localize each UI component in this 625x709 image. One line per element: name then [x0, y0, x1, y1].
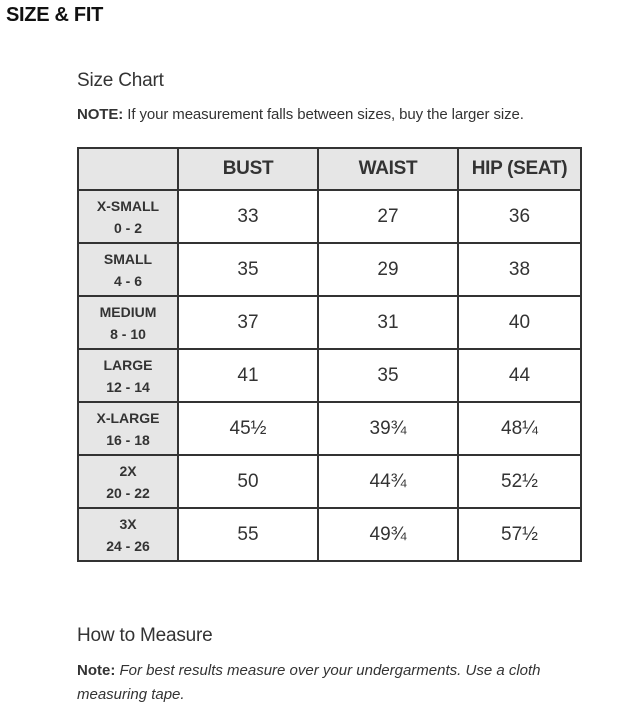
size-range: 16 - 18 [106, 431, 150, 448]
waist-value: 29 [318, 243, 458, 296]
size-label-cell [78, 508, 178, 561]
table-row [78, 402, 581, 455]
size-chart-title: Size Chart [77, 70, 164, 91]
how-to-measure-note-label: Note: [77, 662, 116, 679]
size-range: 8 - 10 [110, 325, 146, 342]
table-row [78, 190, 581, 243]
size-label-cell [78, 402, 178, 455]
size-chart-note-label: NOTE: [77, 106, 124, 123]
size-label-cell [78, 190, 178, 243]
size-range: 0 - 2 [113, 219, 142, 236]
header-size-cell [78, 148, 178, 190]
table-header-row [78, 148, 581, 190]
size-name: 3X [119, 515, 137, 532]
how-to-measure-note-text: For best results measure over your undergarments. Use a cloth measuring tape. [77, 662, 541, 703]
size-range: 4 - 6 [113, 272, 142, 289]
table-row [78, 296, 581, 349]
size-name: LARGE [103, 356, 153, 373]
waist-value: 31 [318, 296, 458, 349]
size-label-cell [78, 296, 178, 349]
header-waist: WAIST [318, 148, 458, 190]
waist-value: 49¾ [318, 508, 458, 561]
bust-value: 41 [178, 349, 318, 402]
bust-value: 37 [178, 296, 318, 349]
table-row [78, 243, 581, 296]
header-hip: HIP (SEAT) [458, 148, 581, 190]
bust-value: 50 [178, 455, 318, 508]
hip-value: 44 [458, 349, 581, 402]
hip-value: 48¼ [458, 402, 581, 455]
waist-value: 39¾ [318, 402, 458, 455]
bust-value: 55 [178, 508, 318, 561]
header-bust: BUST [178, 148, 318, 190]
hip-value: 52½ [458, 455, 581, 508]
how-to-measure-note [77, 659, 577, 707]
size-range: 20 - 22 [106, 484, 150, 501]
how-to-measure-title: How to Measure [77, 625, 213, 646]
hip-value: 36 [458, 190, 581, 243]
size-name: 2X [119, 462, 137, 479]
size-range: 24 - 26 [106, 537, 150, 554]
size-label-cell [78, 455, 178, 508]
waist-value: 27 [318, 190, 458, 243]
size-chart-note [77, 106, 524, 123]
bust-value: 45½ [178, 402, 318, 455]
size-name: X-SMALL [96, 197, 160, 214]
table-row [78, 508, 581, 561]
size-label-cell [78, 243, 178, 296]
waist-value: 35 [318, 349, 458, 402]
table-row [78, 455, 581, 508]
size-label-cell [78, 349, 178, 402]
size-name: MEDIUM [99, 303, 157, 320]
hip-value: 57½ [458, 508, 581, 561]
hip-value: 40 [458, 296, 581, 349]
page-title: SIZE & FIT [6, 4, 104, 26]
waist-value: 44¾ [318, 455, 458, 508]
hip-value: 38 [458, 243, 581, 296]
size-chart-table [77, 147, 582, 562]
size-name: SMALL [103, 250, 153, 267]
size-range: 12 - 14 [106, 378, 150, 395]
size-chart-note-text: If your measurement falls between sizes, buy the larger size. [127, 106, 524, 123]
table-row [78, 349, 581, 402]
size-name: X-LARGE [96, 409, 160, 426]
bust-value: 35 [178, 243, 318, 296]
bust-value: 33 [178, 190, 318, 243]
